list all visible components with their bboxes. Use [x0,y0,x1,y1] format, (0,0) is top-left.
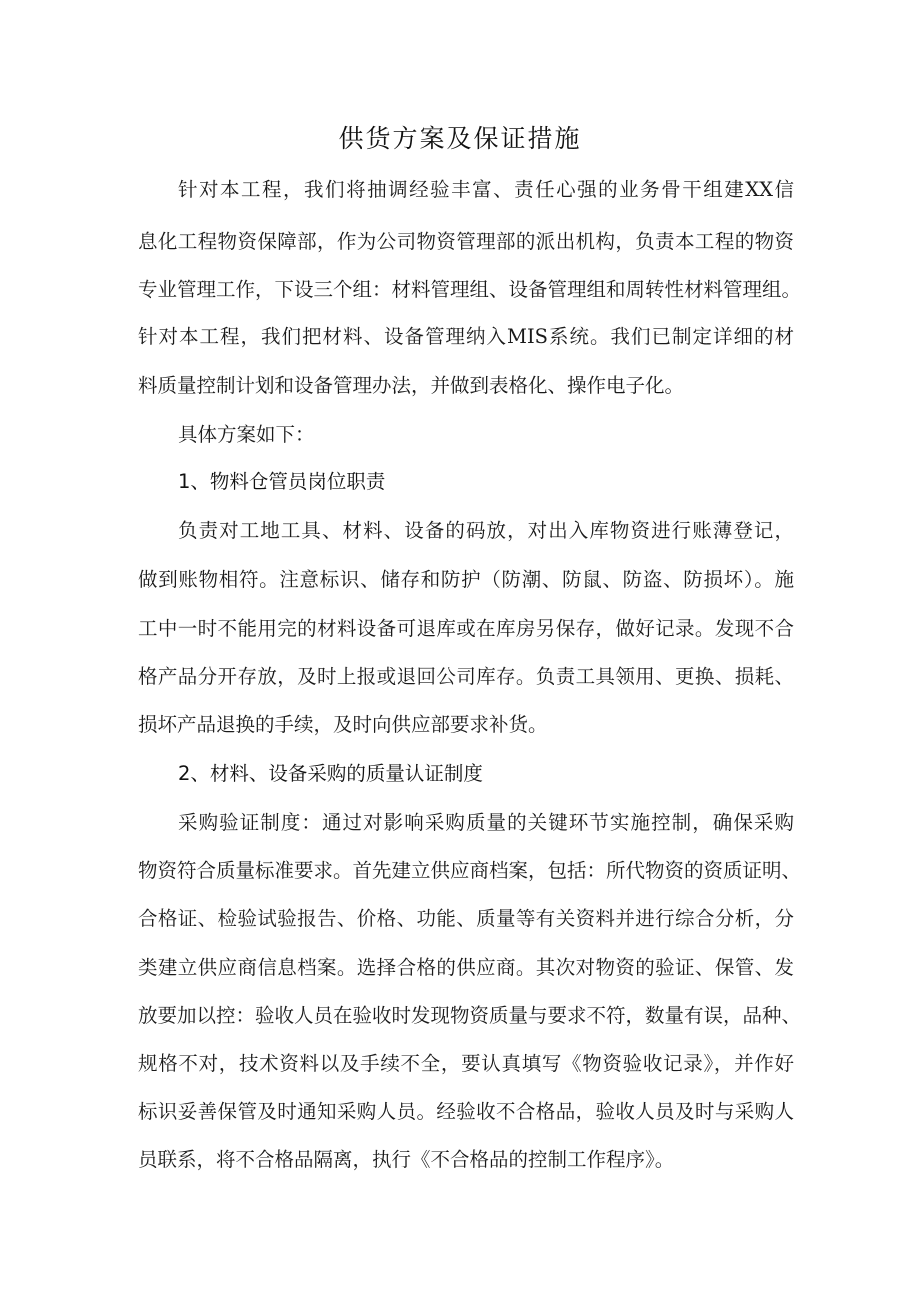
section1-line: 负责对工地工具、材料、设备的码放，对出入库物资进行账薄登记， [178,519,794,542]
section2-line: 物资符合质量标准要求。首先建立供应商档案，包括：所代物资的资质证明、 [138,859,802,882]
intro-line: 料质量控制计划和设备管理办法，并做到表格化、操作电子化。 [138,374,685,397]
section2-line: 采购验证制度：通过对影响采购质量的关键环节实施控制，确保采购 [178,811,794,834]
section1-line: 做到账物相符。注意标识、储存和防护（防潮、防鼠、防盗、防损坏）。施 [138,568,794,591]
section1-line: 格产品分开存放，及时上报或退回公司库存。负责工具领用、更换、损耗、 [138,665,794,688]
intro-line: 针对本工程，我们将抽调经验丰富、责任心强的业务骨干组建XX信 [178,178,794,201]
section1-line: 损坏产品退换的手续，及时向供应部要求补货。 [138,713,548,736]
section1-heading: 1、物料仓管员岗位职责 [178,470,386,493]
section2-line: 标识妥善保管及时通知采购人员。经验收不合格品，验收人员及时与采购人 [138,1100,794,1123]
section1-line: 工中一时不能用完的材料设备可退库或在库房另保存，做好记录。发现不合 [138,617,794,640]
section2-line: 规格不对，技术资料以及手续不全，要认真填写《物资验收记录》，并作好 [138,1052,794,1075]
section2-heading: 2、材料、设备采购的质量认证制度 [178,762,483,785]
section2-line: 合格证、检验试验报告、价格、功能、质量等有关资料并进行综合分析，分 [138,907,794,930]
intro-line: 息化工程物资保障部，作为公司物资管理部的派出机构，负责本工程的物资 [138,230,794,253]
plan-intro: 具体方案如下： [178,423,315,446]
section2-line: 类建立供应商信息档案。选择合格的供应商。其次对物资的验证、保管、发 [138,956,794,979]
intro-line: 专业管理工作，下设三个组：材料管理组、设备管理组和周转性材料管理组。 [138,278,802,301]
section2-line: 放要加以控：验收人员在验收时发现物资质量与要求不符，数量有误，品种、 [138,1004,802,1027]
section2-line: 员联系，将不合格品隔离，执行《不合格品的控制工作程序》。 [138,1148,675,1171]
intro-line: 针对本工程，我们把材料、设备管理纳入MIS系统。我们已制定详细的材 [138,325,794,348]
document-title: 供货方案及保证措施 [338,124,582,153]
